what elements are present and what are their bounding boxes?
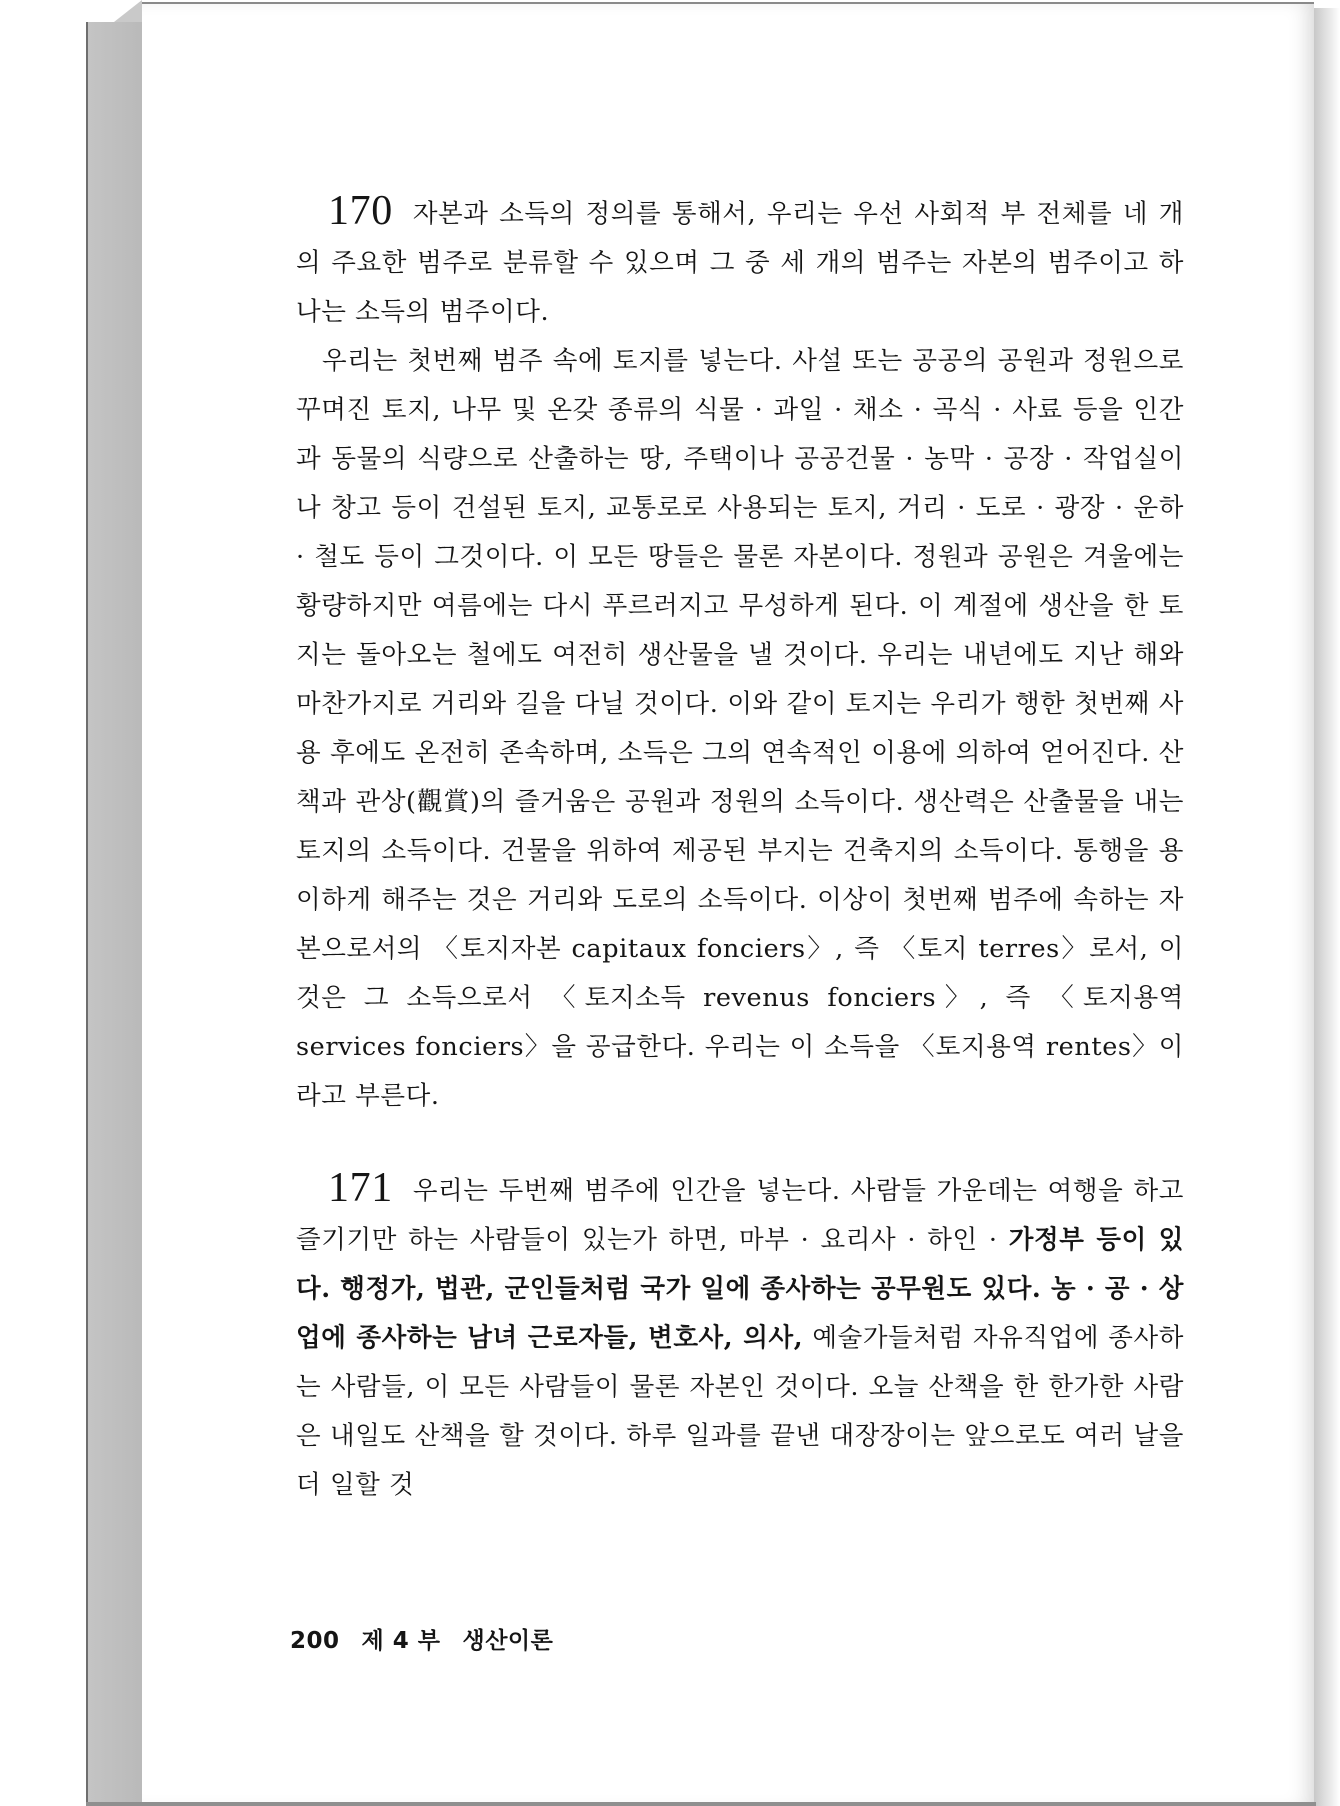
page-footer — [290, 1622, 575, 1655]
page-edge-shadow — [1314, 8, 1340, 1806]
part-label: 제 4 부 — [361, 1628, 441, 1654]
page-number: 200 — [290, 1628, 340, 1654]
section-171-text-bold: 가정부 등이 있다. 행정가, 법관, 군인들처럼 국가 일에 종사하는 공무원도 있다. 농 · 공 · 상업에 종사하는 남녀 근로자들, 변호사, 의사, — [296, 1225, 1184, 1353]
section-171-number: 171 — [328, 1165, 393, 1211]
section-171-text-start: 우리는 두번째 범주에 인간을 넣는다. 사람들 가운데는 여행을 하고 즐기기만 하는 사람들이 있는가 하면, 마부 · 요리사 · 하인 · — [296, 1176, 1184, 1255]
section-170-paragraph-2: 우리는 첫번째 범주 속에 토지를 넣는다. 사설 또는 공공의 공원과 정원으로 꾸며진 토지, 나무 및 온갖 종류의 식물 · 과일 · 채소 · 곡식 · 사료 등을 인간과 동물의 식량으로 산출하는 땅, 주택이나 공공건물 · 농막 · 공장 · 작업실이나 창고 등이 건설된 토지, 교통로로 사용되는 토지, 거리 · 도로 · 광장 · 운하 · 철도 등이 그것이다. 이 모든 땅들은 물론 자본이다. 정원과 공원은 겨울에는 황량하지만 여름에는 다시 푸르러지고 무성하게 된다. 이 계절에 생산을 한 토지는 돌아오는 철에도 여전히 생산물을 낼 것이다. 우리는 내년에도 지난 해와 마찬가지로 거리와 길을 다닐 것이다. 이와 같이 토지는 우리가 행한 첫번째 사용 후에도 온전히 존속하며, 소득은 그의 연속적인 이용에 의하여 얻어진다. 산책과 관상(觀賞)의 즐거움은 공원과 정원의 소득이다. 생산력은 산출물을 내는 토지의 소득이다. 건물을 위하여 제공된 부지는 건축지의 소득이다. 통행을 용이하게 해주는 것은 거리와 도로의 소득이다. 이상이 첫번째 범주에 속하는 자본으로서의 〈토지자본 capitaux fonciers〉, 즉 〈토지 terres〉로서, 이것은 그 소득으로서 〈토지소득 revenus fonciers〉, 즉 〈토지용역 services fonciers〉을 공급한다. 우리는 이 소득을 〈토지용역 rentes〉이라고 부른다. — [296, 346, 1184, 1111]
section-171-text-end: 예술가들처럼 자유직업에 종사하는 사람들, 이 모든 사람들이 물론 자본인 것이다. 오늘 산책을 한 한가한 사람은 내일도 산책을 할 것이다. 하루 일과를 끝낸 대장장이는 앞으로도 여러 날을 더 일할 것 — [296, 1323, 1184, 1500]
part-title: 생산이론 — [462, 1628, 554, 1654]
section-gap — [296, 1121, 1184, 1167]
section-171-paragraph — [296, 1167, 1184, 1510]
book-bottom-edge — [86, 1802, 1316, 1806]
book-spine — [86, 22, 144, 1804]
section-170-paragraph-1 — [296, 190, 1184, 337]
section-170-number: 170 — [328, 188, 393, 234]
body-text — [296, 190, 1184, 1510]
section-170-text-1: 자본과 소득의 정의를 통해서, 우리는 우선 사회적 부 전체를 네 개의 주요한 범주로 분류할 수 있으며 그 중 세 개의 범주는 자본의 범주이고 하나는 소득의 범주이다. — [296, 199, 1184, 327]
